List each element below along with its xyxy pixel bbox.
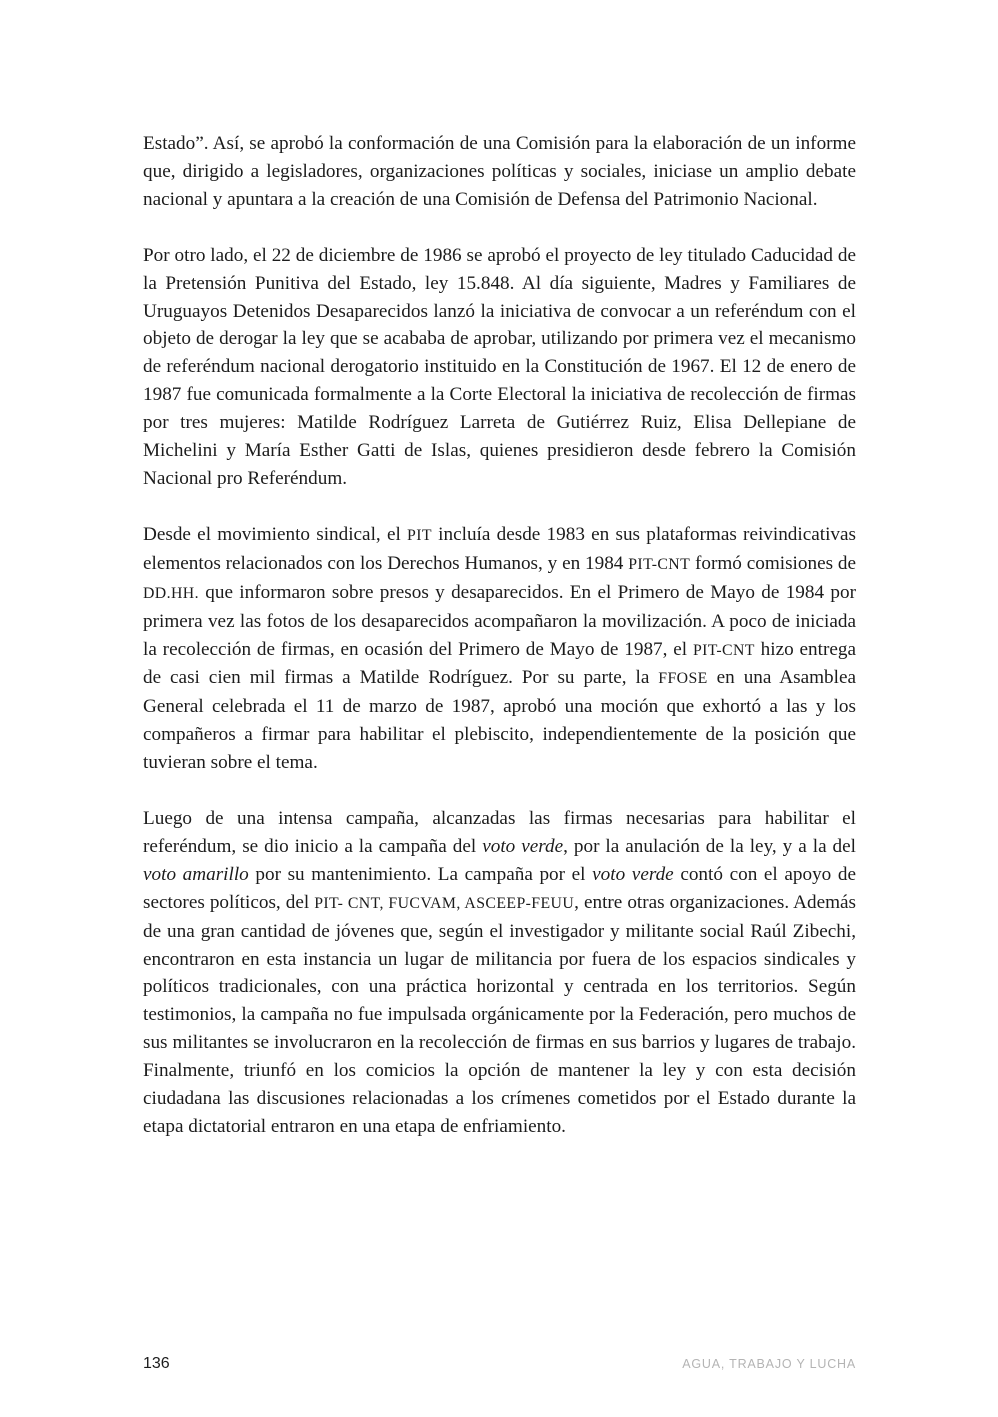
acronym: FFOSE [658, 670, 708, 688]
italic-term: voto verde [482, 835, 564, 857]
paragraph: Desde el movimiento sindical, el PIT incluía desde 1983 en sus plataformas reivindicativas elementos relacionados con los Derechos Humanos, y en 1984 PIT-CNT formó comisiones de DD.HH. que informaron sobre presos y desaparecidos. En el Primero de Mayo de 1984 por primera vez las fotos de los desaparecidos acompañaron la movilización. A poco de iniciada la recolección de firmas, en ocasión del Primero de Mayo de 1987, el PIT-CNT hizo entrega de casi cien mil firmas a Matilde Rodríguez. Por su parte, la FFOSE en una Asamblea General celebrada el 11 de marzo de 1987, aprobó una moción que exhortó a las y los compañeros a firmar para habilitar el plebiscito, independientemente de la posición que tuvieran sobre el tema. [143, 523, 857, 774]
running-title: AGUA, TRABAJO Y LUCHA [682, 1357, 856, 1371]
paragraph: Estado”. Así, se aprobó la conformación de una Comisión para la elaboración de un informe que, dirigido a legisladores, organizaciones políticas y sociales, iniciase un amplio debate nacional y apuntara a la creación de una Comisión de Defensa del Patrimonio Nacional. [143, 133, 856, 210]
italic-term: voto amarillo [143, 863, 249, 885]
paragraph: Por otro lado, el 22 de diciembre de 1986 se aprobó el proyecto de ley titulado Caducidad de la Pretensión Punitiva del Estado, ley 15.848. Al día siguiente, Madres y Familiares de Uruguayos Detenidos Desaparecidos lanzó la iniciativa de convocar a un referéndum con el objeto de derogar la ley que se acababa de aprobar, utilizando por primera vez el mecanismo de referéndum nacional derogatorio instituido en la Constitución de 1967. El 12 de enero de 1987 fue comunicada formalmente a la Corte Electoral la iniciativa de recolección de firmas por tres mujeres: Matilde Rodríguez Larreta de Gutiérrez Ruiz, Elisa Dellepiane de Michelini y María Esther Gatti de Islas, quienes presidieron desde febrero la Comisión Nacional pro Referéndum. [143, 244, 856, 489]
body-text [143, 130, 856, 1169]
paragraph: Luego de una intensa campaña, alcanzadas las firmas necesarias para habilitar el referéndum, se dio inicio a la campaña del voto verde, por la anulación de la ley, y a la del voto amarillo por su mantenimiento. La campaña por el voto verde contó con el apoyo de sectores políticos, del PIT- CNT, FUCVAM, ASCEEP-FEUU, entre otras organizaciones. Además de una gran cantidad de jóvenes que, según el investigador y militante social Raúl Zibechi, encontraron en esta instancia un lugar de militancia por fuera de los espacios sindicales y políticos tradicionales, con una práctica horizontal y centrada en los territorios. Según testimonios, la campaña no fue impulsada orgánicamente por la Federación, pero muchos de sus militantes se involucraron en la recolección de firmas en sus barrios y lugares de trabajo. Finalmente, triunfó en los comicios la opción de mantener la ley y con esta decisión ciudadana las discusiones relacionadas a los crímenes cometidos por el Estado durante la etapa dictatorial entraron en una etapa de enfriamiento. [143, 808, 857, 1137]
acronym: PIT-CNT [628, 555, 691, 573]
page-number: 136 [143, 1355, 170, 1372]
page-footer [143, 1355, 856, 1377]
acronym: DD.HH. [143, 584, 199, 602]
acronym: PIT-CNT [692, 641, 755, 659]
acronym: PIT [407, 526, 432, 544]
italic-term: voto verde [592, 863, 674, 885]
acronym: PIT- CNT, FUCVAM, ASCEEP-FEUU [314, 894, 575, 912]
